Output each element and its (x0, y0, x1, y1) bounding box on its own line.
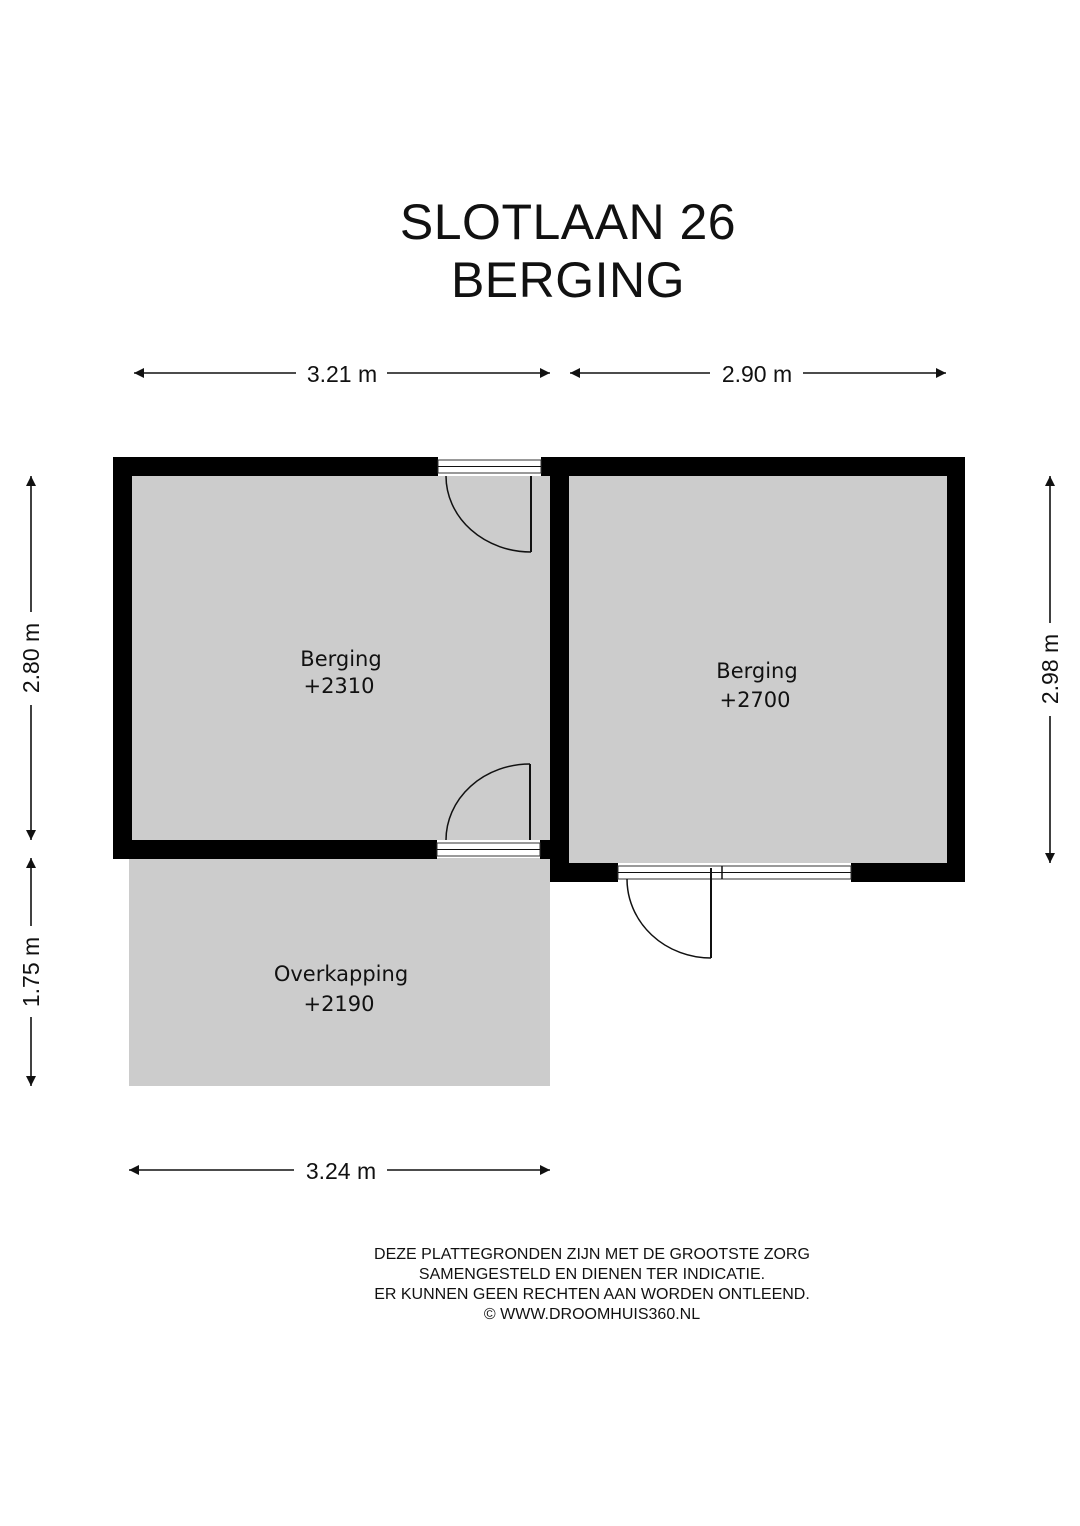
room-name: Berging (716, 659, 798, 683)
room-level: +2310 (303, 674, 375, 698)
plan-title: SLOTLAAN 26 (399, 194, 737, 250)
dim-left-lower-label: 1.75 m (18, 936, 44, 1008)
disclaimer-line: SAMENGESTELD EN DIENEN TER INDICATIE. (418, 1266, 766, 1283)
plan-subtitle: BERGING (450, 252, 686, 308)
dim-left-upper-label: 2.80 m (18, 622, 44, 694)
disclaimer (292, 1245, 892, 1325)
dim-bottom-label: 3.24 m (305, 1158, 377, 1184)
room-level: +2700 (719, 688, 791, 712)
dim-top-left-label: 3.21 m (306, 361, 378, 387)
room-name: Berging (300, 647, 382, 671)
disclaimer-line: © WWW.DROOMHUIS360.NL (483, 1306, 701, 1323)
dim-right-label: 2.98 m (1037, 633, 1063, 705)
room-level: +2190 (303, 992, 375, 1016)
disclaimer-line: ER KUNNEN GEEN RECHTEN AAN WORDEN ONTLEEND. (374, 1286, 810, 1303)
room-name: Overkapping (273, 962, 409, 986)
door-right-room (618, 866, 851, 958)
disclaimer-line: DEZE PLATTEGRONDEN ZIJN MET DE GROOTSTE ZORG (374, 1246, 810, 1263)
dim-top-right-label: 2.90 m (721, 361, 793, 387)
